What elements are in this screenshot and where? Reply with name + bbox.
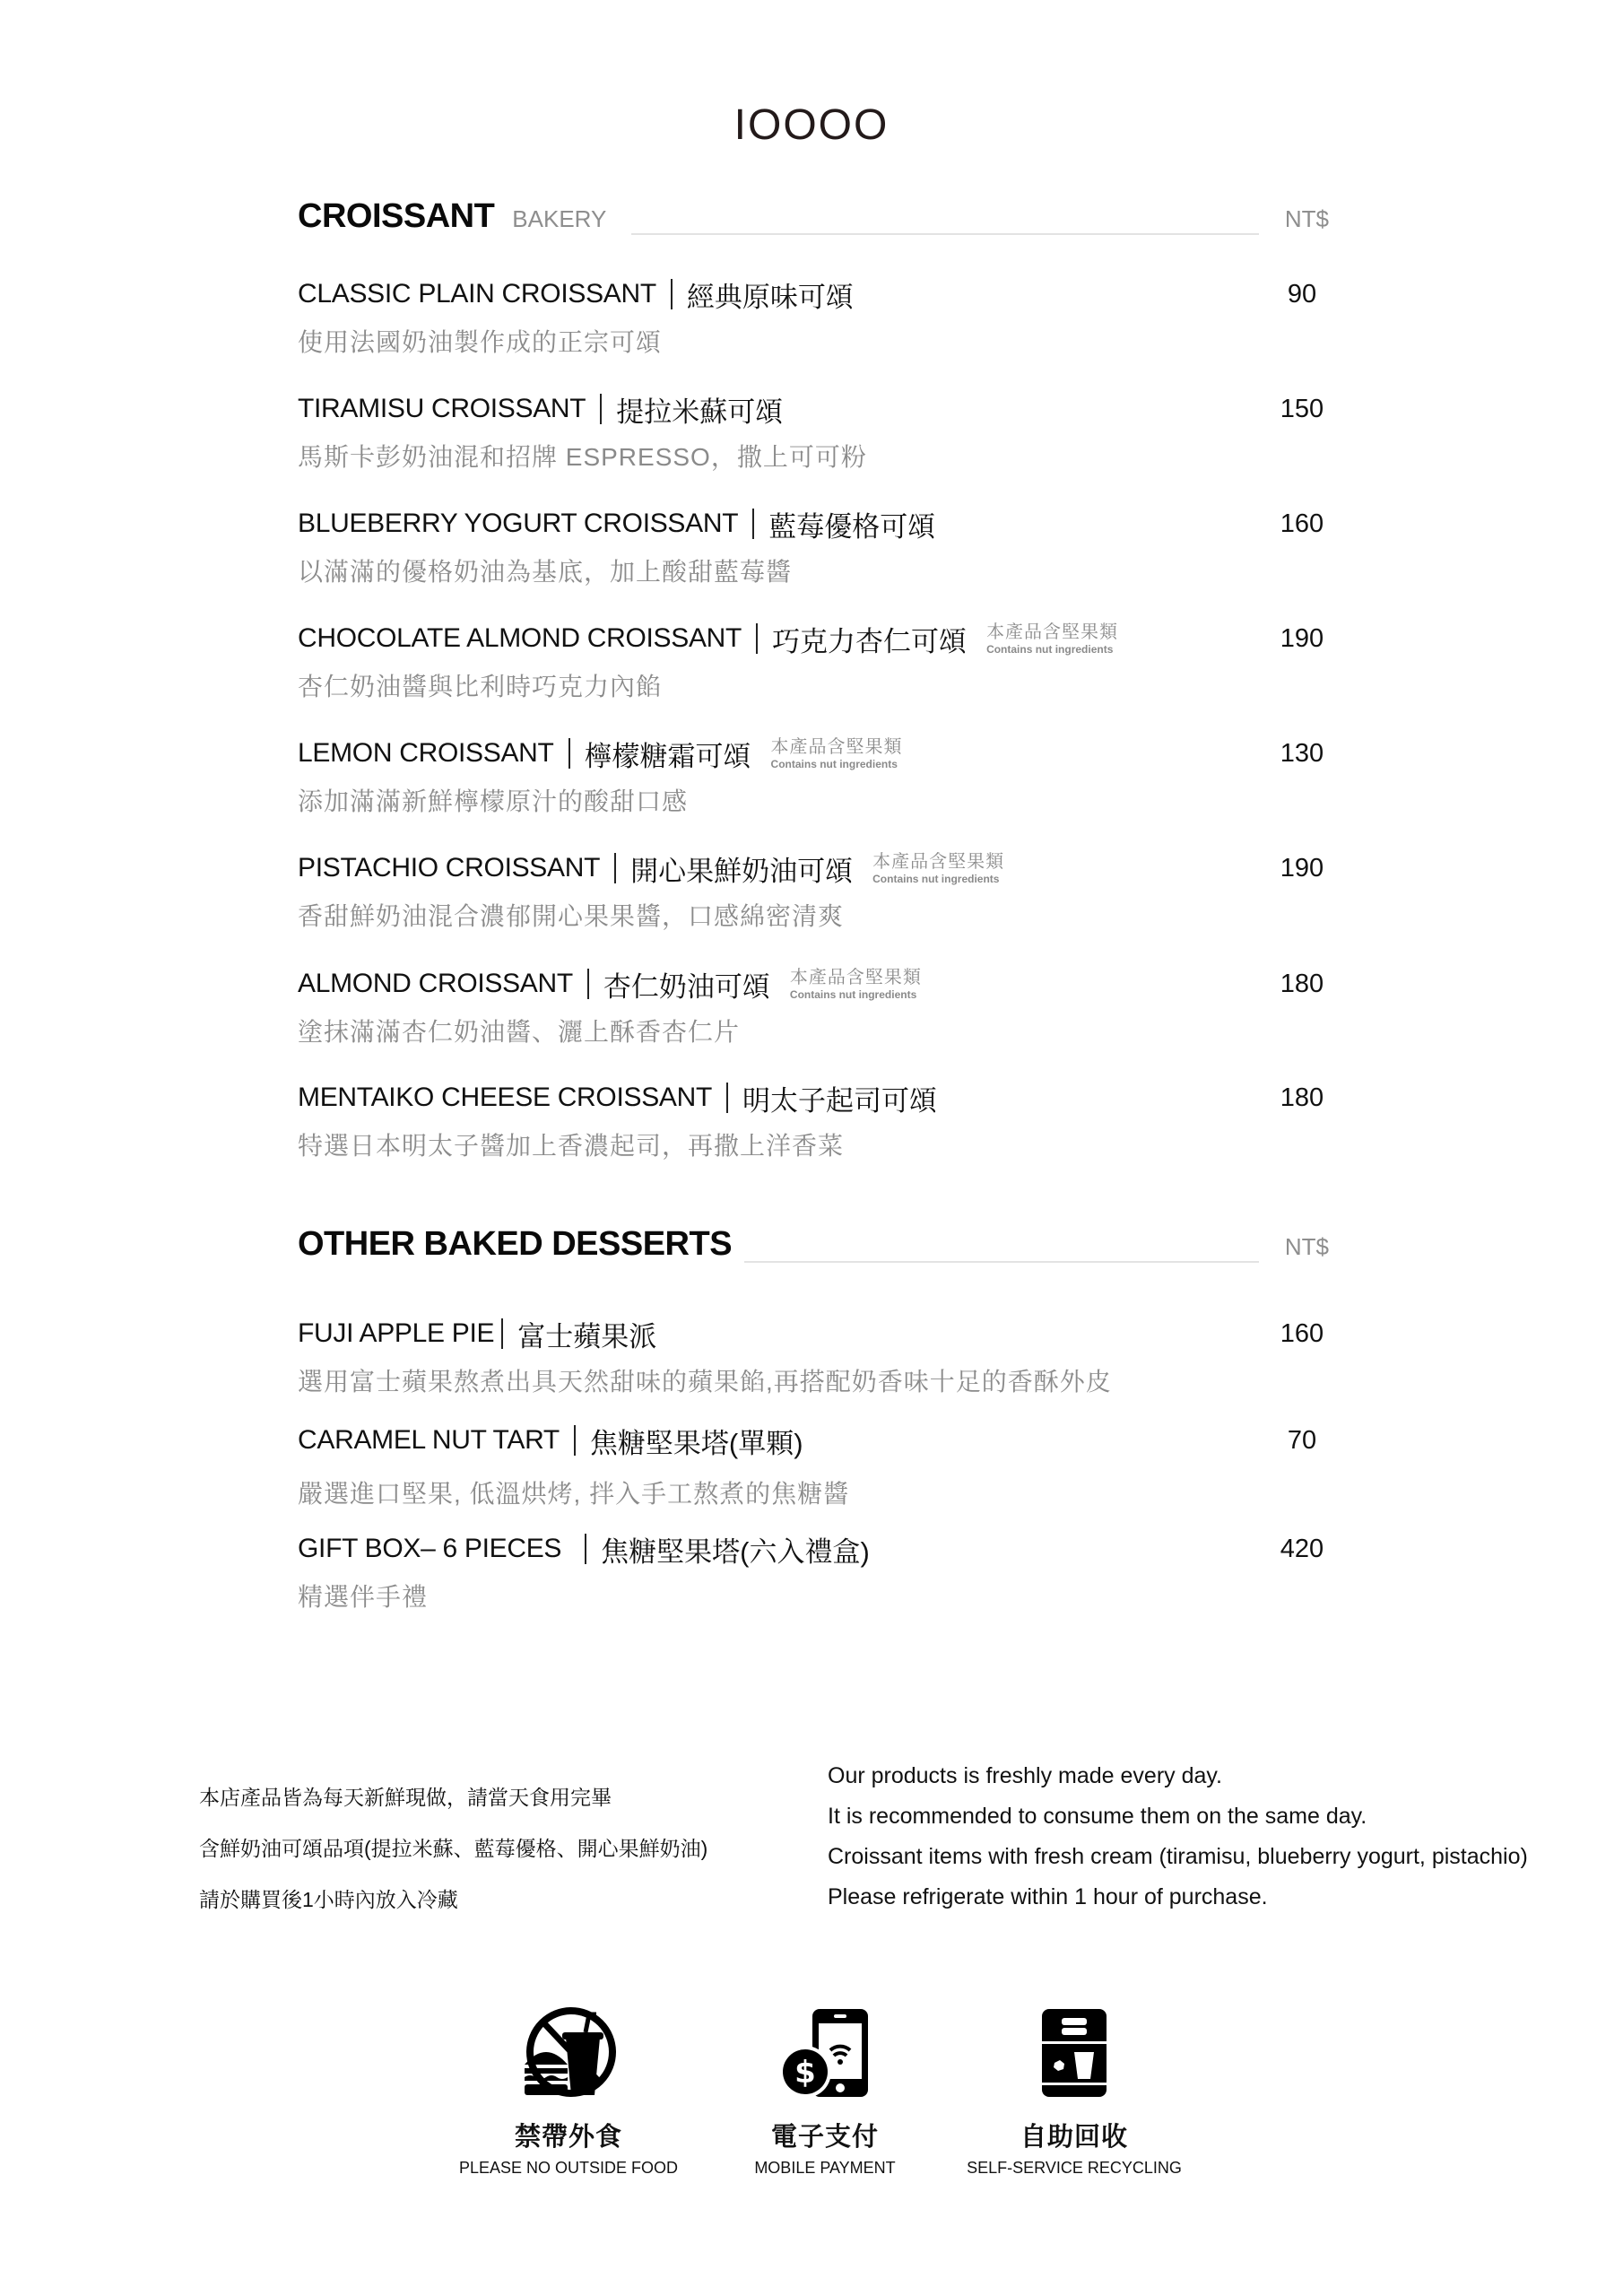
nut-warning-en: Contains nut ingredients [872, 872, 1000, 885]
nut-allergen-badge [790, 969, 922, 1000]
item-name-zh: 杏仁奶油可頌 [603, 970, 770, 1003]
section-divider [744, 1261, 1259, 1263]
item-description: 以滿滿的優格奶油為基底，加上酸甜藍莓醬 [298, 558, 793, 586]
section-title: OTHER BAKED DESSERTS [298, 1225, 733, 1263]
nut-warning-zh: 本產品含堅果類 [872, 851, 1005, 872]
item-price: 160 [1280, 509, 1324, 538]
item-name-zh: 經典原味可頌 [686, 281, 854, 313]
item-name-zh: 焦糖堅果塔(單顆) [589, 1427, 803, 1459]
item-price: 150 [1280, 394, 1324, 423]
badge-label-en: SELF-SERVICE RECYCLING [967, 2159, 1182, 2177]
item-description: 杏仁奶油醬與比利時巧克力內餡 [298, 673, 663, 700]
menu-item [298, 734, 1329, 818]
name-separator [614, 853, 616, 883]
nut-warning-zh: 本產品含堅果類 [770, 736, 903, 757]
section-subtitle: BAKERY [512, 205, 607, 232]
section-header-croissant [298, 197, 1329, 242]
badge-label-zh: 禁帶外食 [514, 2123, 622, 2152]
name-separator [568, 738, 570, 769]
currency-label: NT$ [1284, 205, 1329, 232]
name-separator [671, 279, 673, 309]
menu-item [298, 1314, 1329, 1398]
nut-warning-zh: 本產品含堅果類 [789, 967, 922, 987]
badge-label-zh: 電子支付 [770, 2123, 879, 2152]
item-price: 90 [1287, 279, 1317, 309]
name-separator [756, 623, 758, 654]
menu-item [298, 964, 1329, 1048]
note-en-line: It is recommended to consume them on the same day. [828, 1804, 1367, 1829]
badge-no-outside-food [434, 2005, 703, 2178]
item-description: 塗抹滿滿杏仁奶油醬、灑上酥香杏仁片 [298, 1018, 741, 1046]
badge-label-en: MOBILE PAYMENT [754, 2159, 896, 2177]
menu-item [298, 274, 1329, 359]
self-service-recycling-icon [1038, 2005, 1110, 2100]
item-description: 精選伴手禮 [298, 1583, 429, 1611]
menu-item [298, 504, 1329, 588]
name-separator [501, 1318, 503, 1349]
item-name-en: CLASSIC PLAIN CROISSANT [298, 279, 656, 309]
item-description: 添加滿滿新鮮檸檬原汁的酸甜口感 [298, 787, 689, 815]
nut-warning-en: Contains nut ingredients [986, 642, 1114, 656]
menu-item [298, 848, 1329, 933]
item-name-zh: 焦糖堅果塔(六入禮盒) [601, 1535, 870, 1568]
item-name-zh: 富士蘋果派 [517, 1320, 657, 1352]
item-description: 特選日本明太子醬加上香濃起司，再撒上洋香菜 [298, 1132, 845, 1160]
currency-label: NT$ [1284, 1233, 1329, 1260]
name-separator [587, 969, 589, 999]
nut-allergen-badge [986, 623, 1118, 655]
nut-warning-en: Contains nut ingredients [789, 987, 917, 1001]
svg-text:$: $ [794, 2055, 816, 2091]
item-name-en: MENTAIKO CHEESE CROISSANT [298, 1083, 713, 1112]
item-name-en: LEMON CROISSANT [298, 738, 554, 768]
item-name-en: TIRAMISU CROISSANT [298, 394, 586, 423]
name-separator [600, 394, 602, 424]
name-separator [585, 1534, 586, 1564]
item-name-zh: 巧克力杏仁可頌 [772, 625, 968, 657]
menu-item [298, 1078, 1329, 1162]
item-name-en: GIFT BOX– 6 PIECES [298, 1534, 562, 1563]
item-name-en: CHOCOLATE ALMOND CROISSANT [298, 623, 742, 653]
note-zh-line: 含鮮奶油可頌品項(提拉米蘇、藍莓優格、開心果鮮奶油) [199, 1837, 708, 1860]
item-price: 180 [1280, 1083, 1324, 1112]
item-name-zh: 明太子起司可頌 [742, 1084, 938, 1117]
item-price: 190 [1280, 623, 1324, 653]
menu-item [298, 1529, 1329, 1613]
name-separator [726, 1083, 728, 1113]
section-divider [631, 233, 1259, 235]
nut-warning-zh: 本產品含堅果類 [986, 622, 1119, 642]
badge-label-en: PLEASE NO OUTSIDE FOOD [458, 2159, 679, 2177]
badge-label-zh: 自助回收 [1020, 2123, 1128, 2152]
item-price: 180 [1280, 969, 1324, 998]
name-separator [574, 1425, 576, 1456]
note-zh-line: 請於購買後1小時內放入冷藏 [199, 1888, 458, 1911]
item-name-en: PISTACHIO CROISSANT [298, 853, 601, 883]
item-description: 嚴選進口堅果, 低溫烘烤, 拌入手工熬煮的焦糖醬 [298, 1480, 850, 1508]
item-name-en: ALMOND CROISSANT [298, 969, 573, 998]
brand-title: IOOOO [733, 101, 890, 149]
menu-item [298, 619, 1329, 703]
section-title: CROISSANT [298, 197, 495, 235]
item-price: 190 [1280, 853, 1324, 883]
item-name-zh: 提拉米蘇可頌 [616, 396, 784, 428]
item-name-zh: 檸檬糖霜可頌 [584, 740, 751, 772]
item-price: 70 [1287, 1425, 1317, 1455]
item-price: 130 [1280, 738, 1324, 768]
item-name-zh: 藍莓優格可頌 [768, 510, 936, 543]
no-outside-food-icon [519, 2005, 618, 2100]
note-zh-line: 本店產品皆為每天新鮮現做，請當天食用完畢 [199, 1786, 612, 1809]
item-price: 420 [1280, 1534, 1324, 1563]
item-description: 使用法國奶油製作成的正宗可頌 [298, 328, 663, 356]
note-en-line: Please refrigerate within 1 hour of purchase. [828, 1884, 1268, 1909]
badge-self-service-recycling [940, 2005, 1209, 2178]
badge-mobile-payment [690, 2005, 959, 2178]
nut-allergen-badge [872, 853, 1004, 884]
menu-item [298, 1421, 1329, 1510]
mobile-payment-icon [778, 2005, 872, 2100]
item-price: 160 [1280, 1318, 1324, 1348]
nut-warning-en: Contains nut ingredients [770, 757, 898, 770]
section-header-other-baked-desserts [298, 1225, 1329, 1270]
item-description: 香甜鮮奶油混合濃郁開心果果醬，口感綿密清爽 [298, 902, 845, 930]
menu-item [298, 389, 1329, 474]
name-separator [752, 509, 754, 539]
note-en-line: Croissant items with fresh cream (tiramisu, blueberry yogurt, pistachio) [828, 1844, 1528, 1869]
note-en-line: Our products is freshly made every day. [828, 1763, 1222, 1788]
item-name-zh: 開心果鮮奶油可頌 [630, 855, 854, 887]
item-description: 馬斯卡彭奶油混和招牌 ESPRESSO，撒上可可粉 [298, 443, 867, 471]
nut-allergen-badge [771, 738, 903, 770]
item-name-en: CARAMEL NUT TART [298, 1425, 560, 1455]
item-name-en: FUJI APPLE PIE [298, 1318, 495, 1348]
item-description: 選用富士蘋果熬煮出具天然甜味的蘋果餡,再搭配奶香味十足的香酥外皮 [298, 1368, 1112, 1396]
item-name-en: BLUEBERRY YOGURT CROISSANT [298, 509, 739, 538]
